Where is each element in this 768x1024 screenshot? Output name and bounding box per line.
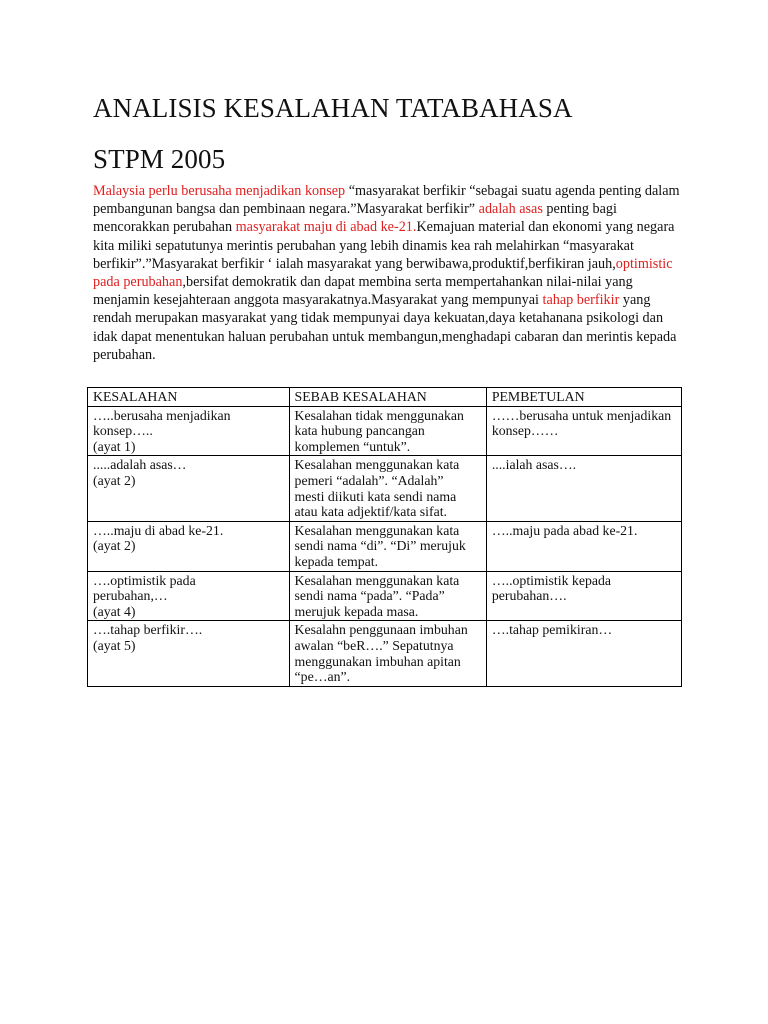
cell-line: sendi nama “di”. “Di” merujuk — [294, 538, 466, 554]
cell-kesalahan — [88, 456, 290, 521]
cell-kesalahan — [88, 521, 290, 571]
cell-line: ….optimistik pada — [93, 572, 196, 588]
header-sebab-kesalahan: SEBAB KESALAHAN — [289, 388, 486, 407]
cell-line: Kesalahn penggunaan imbuhan — [294, 622, 468, 638]
cell-pembetulan — [486, 571, 681, 621]
passage-segment: “masyarakat berfikir “sebagai suatu agenda penting dalam pembangunan bangsa dan pembinaan negara.”Masyarakat berfikir” — [93, 183, 680, 218]
cell-pembetulan — [486, 406, 681, 456]
document-subtitle: STPM 2005 — [93, 144, 226, 174]
cell-pembetulan — [486, 521, 681, 571]
cell-kesalahan — [88, 406, 290, 456]
cell-line: komplemen “untuk”. — [294, 438, 411, 454]
cell-line: merujuk kepada masa. — [294, 603, 419, 619]
table-row — [88, 521, 682, 571]
cell-line: awalan “beR….” Sepatutnya — [294, 637, 454, 653]
table-body — [88, 406, 682, 686]
cell-line: mesti diikuti kata sendi nama — [294, 488, 457, 504]
cell-line: .....adalah asas… — [93, 457, 187, 473]
highlighted-error-phrase: Malaysia perlu berusaha menjadikan konsep — [93, 183, 346, 199]
table-row — [88, 406, 682, 456]
cell-line: Kesalahan menggunakan kata — [294, 572, 460, 588]
cell-line: Kesalahan tidak menggunakan — [294, 407, 464, 423]
highlighted-error-phrase: masyarakat maju di abad ke-21. — [235, 219, 417, 236]
cell-sebab-kesalahan — [289, 521, 486, 571]
cell-line: …..berusaha menjadikan — [93, 407, 231, 423]
cell-kesalahan — [88, 621, 290, 686]
cell-line: sendi nama “pada”. “Pada” — [294, 588, 445, 604]
cell-sebab-kesalahan — [289, 571, 486, 621]
cell-kesalahan — [88, 571, 290, 621]
cell-line: ….tahap berfikir…. — [93, 622, 203, 638]
cell-sebab-kesalahan — [289, 456, 486, 521]
cell-line: Kesalahan menggunakan kata — [294, 457, 460, 473]
cell-sebab-kesalahan — [289, 621, 486, 686]
table-row — [88, 621, 682, 686]
cell-line: (ayat 2) — [93, 472, 136, 488]
highlighted-error-phrase: optimistic pada perubahan — [93, 255, 673, 291]
cell-line: ....ialah asas…. — [491, 457, 577, 473]
cell-line: konsep….. — [93, 423, 153, 439]
cell-line: ……berusaha untuk menjadikan — [491, 407, 672, 423]
passage-segment: Kemajuan material dan ekonomi yang negara kita miliki sepatutunya merintis perubahan yang lebih dinamis kea rah melahirkan “masyarakat berfikir”.”Masyarakat berfikir ‘ ialah masyarakat yang berwibawa,produktif,berfikiran jauh, — [93, 219, 675, 272]
passage-segment: ,bersifat demokratik dan dapat membina serta mempertahankan nilai-nilai yang menjamin kesejahteraan anggota masyarakatnya.Masyarakat yang mempunyai — [93, 274, 633, 309]
passage-segment: penting bagi mencorakkan perubahan — [93, 201, 617, 236]
cell-pembetulan — [486, 456, 681, 521]
passage-paragraph — [93, 182, 683, 364]
passage-segment: yang rendah merupakan masyarakat yang tidak mempunyai daya kekuatan,daya ketahanana psikologi dan idak dapat menentukan haluan perubahan untuk membangun,menghadapi cabaran dan merintis kepada perubahan. — [93, 292, 677, 363]
table-row — [88, 571, 682, 621]
cell-line: perubahan…. — [491, 588, 567, 604]
header-kesalahan: KESALAHAN — [88, 388, 290, 407]
cell-line: Kesalahan menggunakan kata — [294, 522, 460, 538]
cell-line: (ayat 4) — [93, 603, 136, 619]
highlighted-error-phrase: adalah asas — [478, 201, 543, 218]
cell-pembetulan — [486, 621, 681, 686]
cell-line: (ayat 5) — [93, 637, 136, 653]
cell-line: (ayat 2) — [93, 538, 136, 554]
cell-line: (ayat 1) — [93, 438, 136, 454]
document-title: ANALISIS KESALAHAN TATABAHASA — [93, 93, 573, 123]
table-header-row — [88, 388, 682, 407]
table-row — [88, 456, 682, 521]
highlighted-error-phrase: tahap berfikir — [542, 292, 620, 309]
cell-sebab-kesalahan — [289, 406, 486, 456]
cell-line: kata hubung pancangan — [294, 423, 425, 439]
cell-line: atau kata adjektif/kata sifat. — [294, 504, 448, 520]
cell-line: …..maju di abad ke-21. — [93, 522, 224, 538]
cell-line: kepada tempat. — [294, 553, 379, 569]
cell-line: pemeri “adalah”. “Adalah” — [294, 472, 444, 488]
cell-line: “pe…an”. — [294, 669, 351, 685]
cell-line: ….tahap pemikiran… — [491, 622, 613, 638]
cell-line: konsep…… — [491, 423, 559, 439]
header-pembetulan: PEMBETULAN — [486, 388, 681, 407]
cell-line: …..optimistik kepada — [491, 572, 612, 588]
cell-line: menggunakan imbuhan apitan — [294, 653, 461, 669]
error-analysis-table — [87, 387, 682, 687]
cell-line: …..maju pada abad ke-21. — [491, 522, 638, 538]
cell-line: perubahan,… — [93, 588, 168, 604]
